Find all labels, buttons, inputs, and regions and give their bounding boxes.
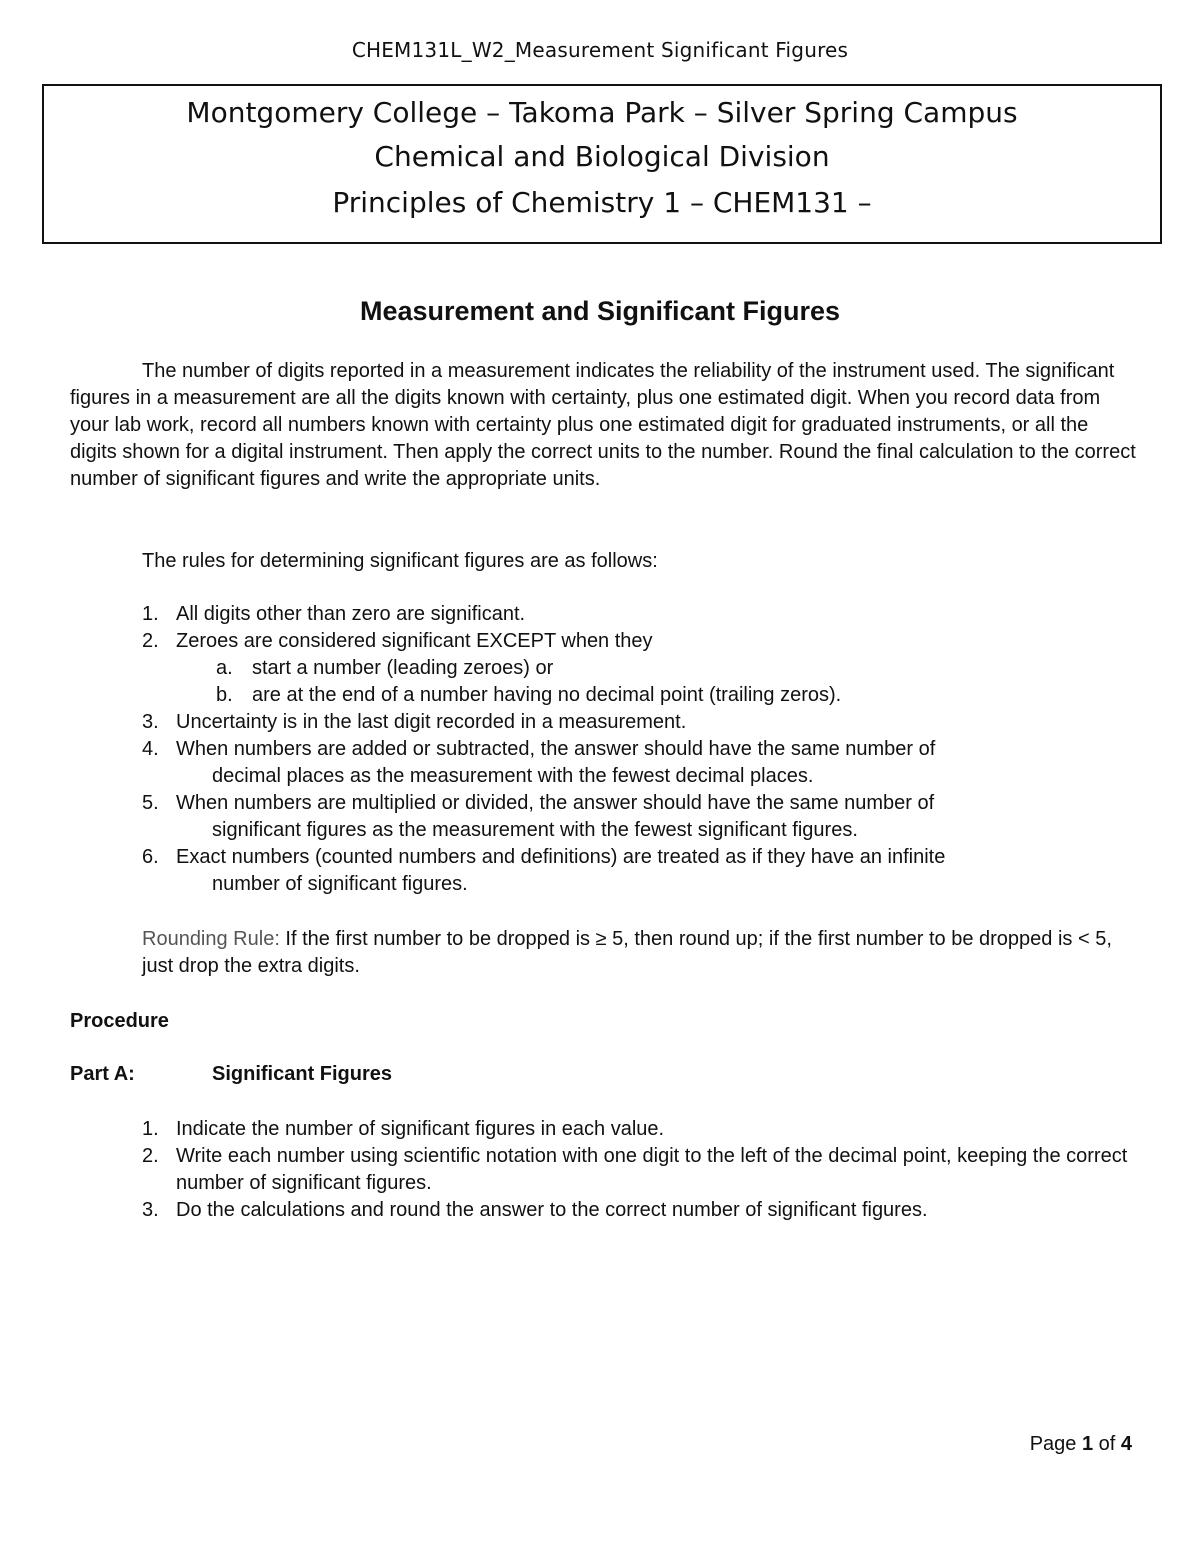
list-number: 2. — [142, 630, 159, 652]
total-pages: 4 — [1120, 1433, 1132, 1455]
rule-text: Uncertainty is in the last digit recorded in a measurement. — [176, 711, 687, 733]
institution-title-box — [42, 84, 1162, 244]
running-header: CHEM131L_W2_Measurement Significant Figures — [351, 38, 849, 62]
list-item — [142, 1197, 1142, 1224]
rounding-rule-text: If the first number to be dropped is ≥ 5, then round up; if the first number to be dropped is < 5, just drop the extra digits. — [142, 928, 1112, 977]
list-number: 2. — [142, 1145, 159, 1167]
rounding-rule — [142, 926, 1142, 980]
part-a-label: Part A: — [70, 1063, 135, 1085]
rule-text-continued: significant figures as the measurement with the fewest significant figures. — [212, 819, 858, 841]
college-name: Montgomery College – Takoma Park – Silver Spring Campus — [186, 96, 1018, 129]
list-number: 1. — [142, 1118, 159, 1140]
page-number-middle: of — [1093, 1433, 1121, 1455]
list-number: 6. — [142, 846, 159, 868]
list-item — [142, 736, 1142, 790]
list-item — [142, 709, 1142, 736]
step-text: Write each number using scientific notation with one digit to the left of the decimal point, keeping the correct number of significant figures. — [176, 1145, 1128, 1194]
list-item — [142, 844, 1142, 898]
step-text: Do the calculations and round the answer to the correct number of significant figures. — [176, 1199, 928, 1221]
sub-rule-text: are at the end of a number having no decimal point (trailing zeros). — [252, 684, 842, 706]
list-item — [142, 790, 1142, 844]
significant-figure-rules-list — [142, 601, 1142, 898]
rules-lead-text: The rules for determining significant figures are as follows: — [142, 550, 658, 572]
rule-text: Exact numbers (counted numbers and definitions) are treated as if they have an infinite — [176, 846, 946, 868]
rule-text: All digits other than zero are significant. — [176, 603, 526, 625]
list-item — [142, 628, 1142, 709]
rule-text: When numbers are multiplied or divided, the answer should have the same number of — [176, 792, 935, 814]
sub-list-item — [176, 655, 1142, 682]
sub-list-item — [176, 682, 1142, 709]
procedure-steps-list — [142, 1116, 1142, 1224]
page-number-prefix: Page — [1029, 1433, 1082, 1455]
list-number: 3. — [142, 1199, 159, 1221]
current-page: 1 — [1081, 1433, 1094, 1455]
list-number: 1. — [142, 603, 159, 625]
page-number — [1008, 1431, 1132, 1458]
division-name: Chemical and Biological Division — [374, 140, 830, 173]
part-a-title: Significant Figures — [212, 1063, 393, 1085]
list-number: 3. — [142, 711, 159, 733]
list-item — [142, 1116, 1142, 1143]
sub-rule-text: start a number (leading zeroes) or — [252, 657, 554, 679]
step-text: Indicate the number of significant figures in each value. — [176, 1118, 665, 1140]
rule-text-continued: number of significant figures. — [212, 873, 468, 895]
part-a-heading — [70, 1061, 393, 1088]
sub-list-letter: b. — [216, 684, 233, 706]
intro-paragraph: The number of digits reported in a measurement indicates the reliability of the instrument used. The significant figures in a measurement are all the digits known with certainty, plus one estimated digit. When you record data from your lab work, record all numbers known with certainty plus one estimated digit for graduated instruments, or all the digits shown for a digital instrument. Then apply the correct units to the number. Round the final calculation to the correct number of significant figures and write the appropriate units. — [70, 360, 1136, 490]
list-number: 5. — [142, 792, 159, 814]
rule-text-continued: decimal places as the measurement with the fewest decimal places. — [212, 765, 814, 787]
sub-list-letter: a. — [216, 657, 233, 679]
rule-text: When numbers are added or subtracted, the answer should have the same number of — [176, 738, 936, 760]
list-item — [142, 1143, 1142, 1197]
course-name: Principles of Chemistry 1 – CHEM131 – — [332, 186, 872, 219]
procedure-heading: Procedure — [70, 1010, 169, 1032]
list-item — [142, 601, 1142, 628]
rule-text: Zeroes are considered significant EXCEPT when they — [176, 630, 653, 652]
document-title: Measurement and Significant Figures — [359, 296, 841, 326]
list-number: 4. — [142, 738, 159, 760]
rounding-rule-label: Rounding Rule: — [142, 928, 280, 950]
